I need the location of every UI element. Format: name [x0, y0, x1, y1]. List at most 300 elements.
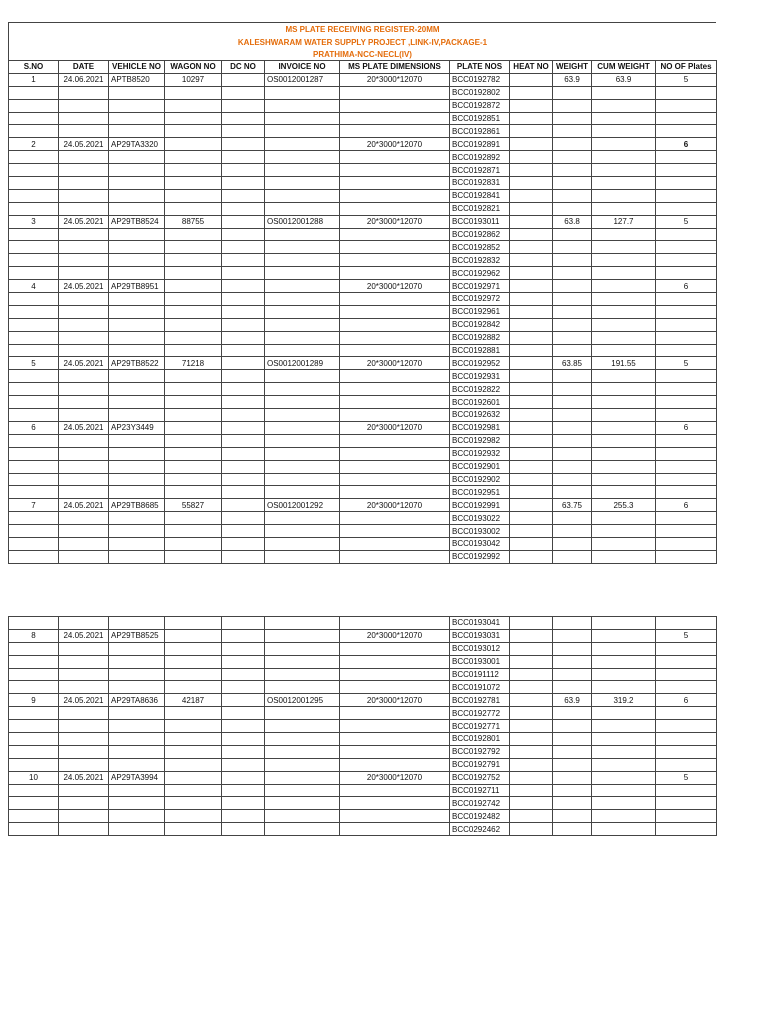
- weight-cell: [553, 370, 592, 383]
- header-dc-no: DC NO: [222, 61, 265, 74]
- dc-no-cell: [222, 447, 265, 460]
- plate-no-cell: BCC0192931: [450, 370, 510, 383]
- no-of-plates-cell: [656, 305, 717, 318]
- no-of-plates-cell: [656, 177, 717, 190]
- date-cell: [59, 550, 109, 563]
- heat-no-cell: [510, 486, 553, 499]
- plate-no-cell: BCC0192802: [450, 86, 510, 99]
- table-row: [9, 655, 717, 668]
- no-of-plates-cell: [656, 810, 717, 823]
- plate-no-cell: BCC0193042: [450, 537, 510, 550]
- sno-cell: [9, 125, 59, 138]
- weight-cell: [553, 512, 592, 525]
- cum-weight-cell: 319.2: [592, 694, 656, 707]
- weight-cell: [553, 254, 592, 267]
- sno-cell: [9, 537, 59, 550]
- table-row: [9, 525, 717, 538]
- no-of-plates-cell: [656, 733, 717, 746]
- vehicle-no-cell: [109, 409, 165, 422]
- sno-cell: [9, 758, 59, 771]
- date-cell: 24.05.2021: [59, 357, 109, 370]
- dimensions-cell: [340, 447, 450, 460]
- invoice-no-cell: [265, 125, 340, 138]
- vehicle-no-cell: [109, 810, 165, 823]
- wagon-no-cell: [165, 797, 222, 810]
- dc-no-cell: [222, 617, 265, 630]
- plate-no-cell: BCC0192792: [450, 745, 510, 758]
- sno-cell: [9, 383, 59, 396]
- plate-no-cell: BCC0192882: [450, 331, 510, 344]
- no-of-plates-cell: [656, 823, 717, 836]
- vehicle-no-cell: AP29TA8636: [109, 694, 165, 707]
- table-row: [9, 421, 717, 434]
- plate-no-cell: BCC0192742: [450, 797, 510, 810]
- heat-no-cell: [510, 293, 553, 306]
- cum-weight-cell: 191.55: [592, 357, 656, 370]
- heat-no-cell: [510, 151, 553, 164]
- plate-no-cell: BCC0192892: [450, 151, 510, 164]
- table-row: [9, 318, 717, 331]
- wagon-no-cell: [165, 138, 222, 151]
- date-cell: 24.05.2021: [59, 280, 109, 293]
- sno-cell: 1: [9, 73, 59, 86]
- dimensions-cell: [340, 537, 450, 550]
- invoice-no-cell: OS0012001295: [265, 694, 340, 707]
- vehicle-no-cell: [109, 512, 165, 525]
- invoice-no-cell: [265, 537, 340, 550]
- cum-weight-cell: [592, 447, 656, 460]
- heat-no-cell: [510, 733, 553, 746]
- dc-no-cell: [222, 99, 265, 112]
- dimensions-cell: [340, 784, 450, 797]
- cum-weight-cell: [592, 99, 656, 112]
- wagon-no-cell: 55827: [165, 499, 222, 512]
- sno-cell: 7: [9, 499, 59, 512]
- heat-no-cell: [510, 396, 553, 409]
- cum-weight-cell: [592, 486, 656, 499]
- header-heat-no: HEAT NO: [510, 61, 553, 74]
- weight-cell: [553, 823, 592, 836]
- cum-weight-cell: [592, 707, 656, 720]
- no-of-plates-cell: [656, 383, 717, 396]
- no-of-plates-cell: [656, 228, 717, 241]
- table-row: [9, 668, 717, 681]
- sno-cell: [9, 668, 59, 681]
- cum-weight-cell: [592, 331, 656, 344]
- dimensions-cell: [340, 525, 450, 538]
- plate-no-cell: BCC0192862: [450, 228, 510, 241]
- plate-no-cell: BCC0192891: [450, 138, 510, 151]
- date-cell: [59, 758, 109, 771]
- header-dimensions: MS PLATE DIMENSIONS: [340, 61, 450, 74]
- table-row: [9, 694, 717, 707]
- vehicle-no-cell: [109, 177, 165, 190]
- no-of-plates-cell: [656, 189, 717, 202]
- wagon-no-cell: [165, 758, 222, 771]
- vehicle-no-cell: [109, 784, 165, 797]
- vehicle-no-cell: [109, 344, 165, 357]
- table-row: [9, 305, 717, 318]
- vehicle-no-cell: [109, 823, 165, 836]
- plate-no-cell: BCC0292462: [450, 823, 510, 836]
- dc-no-cell: [222, 421, 265, 434]
- weight-cell: [553, 421, 592, 434]
- date-cell: [59, 86, 109, 99]
- header-vehicle-no: VEHICLE NO: [109, 61, 165, 74]
- dc-no-cell: [222, 293, 265, 306]
- plate-no-cell: BCC0192962: [450, 267, 510, 280]
- plate-no-cell: BCC0192902: [450, 473, 510, 486]
- weight-cell: [553, 267, 592, 280]
- vehicle-no-cell: [109, 797, 165, 810]
- vehicle-no-cell: [109, 758, 165, 771]
- wagon-no-cell: [165, 720, 222, 733]
- vehicle-no-cell: APTB8520: [109, 73, 165, 86]
- date-cell: 24.05.2021: [59, 629, 109, 642]
- register-body-page-1: [9, 73, 717, 563]
- weight-cell: [553, 668, 592, 681]
- header-date: DATE: [59, 61, 109, 74]
- table-row: [9, 396, 717, 409]
- plate-no-cell: BCC0192632: [450, 409, 510, 422]
- invoice-no-cell: [265, 86, 340, 99]
- vehicle-no-cell: [109, 189, 165, 202]
- sno-cell: [9, 473, 59, 486]
- wagon-no-cell: [165, 447, 222, 460]
- date-cell: [59, 189, 109, 202]
- plate-no-cell: BCC0193012: [450, 642, 510, 655]
- date-cell: [59, 305, 109, 318]
- vehicle-no-cell: [109, 525, 165, 538]
- date-cell: [59, 331, 109, 344]
- vehicle-no-cell: AP29TB8951: [109, 280, 165, 293]
- dc-no-cell: [222, 537, 265, 550]
- heat-no-cell: [510, 331, 553, 344]
- wagon-no-cell: [165, 293, 222, 306]
- vehicle-no-cell: [109, 86, 165, 99]
- no-of-plates-cell: [656, 344, 717, 357]
- register-title-block: [8, 22, 716, 60]
- sno-cell: 4: [9, 280, 59, 293]
- wagon-no-cell: [165, 112, 222, 125]
- no-of-plates-cell: [656, 550, 717, 563]
- dc-no-cell: [222, 512, 265, 525]
- heat-no-cell: [510, 421, 553, 434]
- dimensions-cell: [340, 331, 450, 344]
- cum-weight-cell: [592, 810, 656, 823]
- invoice-no-cell: [265, 151, 340, 164]
- weight-cell: [553, 707, 592, 720]
- vehicle-no-cell: [109, 655, 165, 668]
- date-cell: [59, 202, 109, 215]
- register-table-page-1: [8, 60, 717, 564]
- weight-cell: [553, 86, 592, 99]
- plate-no-cell: BCC0192482: [450, 810, 510, 823]
- heat-no-cell: [510, 499, 553, 512]
- dc-no-cell: [222, 267, 265, 280]
- sno-cell: 10: [9, 771, 59, 784]
- sno-cell: [9, 86, 59, 99]
- heat-no-cell: [510, 202, 553, 215]
- dc-no-cell: [222, 228, 265, 241]
- weight-cell: 63.9: [553, 73, 592, 86]
- no-of-plates-cell: 5: [656, 629, 717, 642]
- heat-no-cell: [510, 189, 553, 202]
- date-cell: [59, 370, 109, 383]
- no-of-plates-cell: 6: [656, 280, 717, 293]
- cum-weight-cell: [592, 125, 656, 138]
- cum-weight-cell: [592, 177, 656, 190]
- weight-cell: [553, 409, 592, 422]
- table-row: [9, 434, 717, 447]
- heat-no-cell: [510, 99, 553, 112]
- vehicle-no-cell: [109, 202, 165, 215]
- plate-no-cell: BCC0192992: [450, 550, 510, 563]
- header-weight: WEIGHT: [553, 61, 592, 74]
- cum-weight-cell: [592, 254, 656, 267]
- vehicle-no-cell: AP29TA3994: [109, 771, 165, 784]
- weight-cell: [553, 125, 592, 138]
- plate-no-cell: BCC0192871: [450, 164, 510, 177]
- table-row: [9, 151, 717, 164]
- heat-no-cell: [510, 537, 553, 550]
- plate-no-cell: BCC0192961: [450, 305, 510, 318]
- invoice-no-cell: [265, 409, 340, 422]
- date-cell: [59, 642, 109, 655]
- heat-no-cell: [510, 823, 553, 836]
- cum-weight-cell: [592, 267, 656, 280]
- heat-no-cell: [510, 267, 553, 280]
- plate-no-cell: BCC0192872: [450, 99, 510, 112]
- table-row: [9, 771, 717, 784]
- plate-no-cell: BCC0192832: [450, 254, 510, 267]
- header-invoice-no: INVOICE NO: [265, 61, 340, 74]
- sno-cell: [9, 241, 59, 254]
- vehicle-no-cell: [109, 396, 165, 409]
- no-of-plates-cell: [656, 681, 717, 694]
- invoice-no-cell: [265, 745, 340, 758]
- wagon-no-cell: [165, 707, 222, 720]
- dimensions-cell: [340, 733, 450, 746]
- dimensions-cell: [340, 460, 450, 473]
- dc-no-cell: [222, 151, 265, 164]
- plate-no-cell: BCC0192842: [450, 318, 510, 331]
- date-cell: [59, 473, 109, 486]
- dc-no-cell: [222, 202, 265, 215]
- vehicle-no-cell: [109, 434, 165, 447]
- cum-weight-cell: [592, 758, 656, 771]
- sno-cell: [9, 784, 59, 797]
- wagon-no-cell: [165, 280, 222, 293]
- wagon-no-cell: 71218: [165, 357, 222, 370]
- vehicle-no-cell: [109, 383, 165, 396]
- vehicle-no-cell: [109, 550, 165, 563]
- dimensions-cell: [340, 318, 450, 331]
- dc-no-cell: [222, 525, 265, 538]
- wagon-no-cell: [165, 125, 222, 138]
- weight-cell: [553, 383, 592, 396]
- no-of-plates-cell: [656, 267, 717, 280]
- table-row: [9, 267, 717, 280]
- no-of-plates-cell: [656, 99, 717, 112]
- plate-no-cell: BCC0193002: [450, 525, 510, 538]
- plate-no-cell: BCC0192981: [450, 421, 510, 434]
- wagon-no-cell: [165, 642, 222, 655]
- sno-cell: 8: [9, 629, 59, 642]
- table-row: [9, 164, 717, 177]
- table-row: [9, 357, 717, 370]
- cum-weight-cell: [592, 370, 656, 383]
- cum-weight-cell: 127.7: [592, 215, 656, 228]
- table-row: [9, 823, 717, 836]
- table-row: [9, 642, 717, 655]
- vehicle-no-cell: [109, 681, 165, 694]
- invoice-no-cell: [265, 784, 340, 797]
- cum-weight-cell: [592, 421, 656, 434]
- no-of-plates-cell: [656, 617, 717, 630]
- dimensions-cell: [340, 383, 450, 396]
- invoice-no-cell: [265, 550, 340, 563]
- sno-cell: [9, 512, 59, 525]
- plate-no-cell: BCC0192841: [450, 189, 510, 202]
- table-row: [9, 810, 717, 823]
- dimensions-cell: [340, 486, 450, 499]
- heat-no-cell: [510, 164, 553, 177]
- weight-cell: [553, 617, 592, 630]
- table-row: [9, 758, 717, 771]
- date-cell: [59, 164, 109, 177]
- weight-cell: [553, 177, 592, 190]
- sno-cell: [9, 164, 59, 177]
- wagon-no-cell: 88755: [165, 215, 222, 228]
- dc-no-cell: [222, 810, 265, 823]
- dc-no-cell: [222, 823, 265, 836]
- plate-no-cell: BCC0192782: [450, 73, 510, 86]
- register-table-page-2: [8, 616, 717, 836]
- dc-no-cell: [222, 499, 265, 512]
- wagon-no-cell: [165, 254, 222, 267]
- no-of-plates-cell: [656, 707, 717, 720]
- date-cell: [59, 241, 109, 254]
- header-plate-nos: PLATE NOS: [450, 61, 510, 74]
- dimensions-cell: [340, 164, 450, 177]
- vehicle-no-cell: [109, 537, 165, 550]
- no-of-plates-cell: 6: [656, 138, 717, 151]
- wagon-no-cell: 10297: [165, 73, 222, 86]
- plate-no-cell: BCC0192752: [450, 771, 510, 784]
- dimensions-cell: [340, 668, 450, 681]
- no-of-plates-cell: 6: [656, 499, 717, 512]
- invoice-no-cell: [265, 642, 340, 655]
- wagon-no-cell: [165, 681, 222, 694]
- plate-no-cell: BCC0192711: [450, 784, 510, 797]
- wagon-no-cell: [165, 655, 222, 668]
- sno-cell: 3: [9, 215, 59, 228]
- dc-no-cell: [222, 784, 265, 797]
- sno-cell: [9, 681, 59, 694]
- date-cell: 24.05.2021: [59, 771, 109, 784]
- table-row: [9, 215, 717, 228]
- heat-no-cell: [510, 409, 553, 422]
- weight-cell: [553, 525, 592, 538]
- cum-weight-cell: [592, 228, 656, 241]
- date-cell: [59, 318, 109, 331]
- dimensions-cell: [340, 267, 450, 280]
- cum-weight-cell: [592, 86, 656, 99]
- cum-weight-cell: [592, 409, 656, 422]
- sno-cell: [9, 655, 59, 668]
- dimensions-cell: [340, 473, 450, 486]
- vehicle-no-cell: [109, 473, 165, 486]
- vehicle-no-cell: [109, 370, 165, 383]
- dc-no-cell: [222, 655, 265, 668]
- vehicle-no-cell: [109, 331, 165, 344]
- date-cell: 24.05.2021: [59, 215, 109, 228]
- invoice-no-cell: [265, 434, 340, 447]
- weight-cell: [553, 280, 592, 293]
- no-of-plates-cell: [656, 512, 717, 525]
- invoice-no-cell: [265, 707, 340, 720]
- invoice-no-cell: [265, 138, 340, 151]
- dc-no-cell: [222, 318, 265, 331]
- plate-no-cell: BCC0192982: [450, 434, 510, 447]
- weight-cell: [553, 202, 592, 215]
- invoice-no-cell: [265, 241, 340, 254]
- dimensions-cell: [340, 550, 450, 563]
- weight-cell: [553, 771, 592, 784]
- dc-no-cell: [222, 473, 265, 486]
- weight-cell: [553, 655, 592, 668]
- weight-cell: [553, 99, 592, 112]
- dc-no-cell: [222, 305, 265, 318]
- sno-cell: [9, 550, 59, 563]
- heat-no-cell: [510, 305, 553, 318]
- dc-no-cell: [222, 745, 265, 758]
- heat-no-cell: [510, 707, 553, 720]
- dimensions-cell: [340, 293, 450, 306]
- weight-cell: [553, 241, 592, 254]
- wagon-no-cell: [165, 823, 222, 836]
- dc-no-cell: [222, 733, 265, 746]
- date-cell: [59, 396, 109, 409]
- dc-no-cell: [222, 396, 265, 409]
- cum-weight-cell: [592, 525, 656, 538]
- weight-cell: [553, 550, 592, 563]
- no-of-plates-cell: [656, 537, 717, 550]
- dimensions-cell: [340, 409, 450, 422]
- dimensions-cell: 20*3000*12070: [340, 280, 450, 293]
- date-cell: [59, 681, 109, 694]
- plate-no-cell: BCC0192901: [450, 460, 510, 473]
- vehicle-no-cell: AP29TB8525: [109, 629, 165, 642]
- plate-no-cell: BCC0192932: [450, 447, 510, 460]
- table-row: [9, 138, 717, 151]
- header-sno: S.NO: [9, 61, 59, 74]
- cum-weight-cell: [592, 189, 656, 202]
- wagon-no-cell: [165, 202, 222, 215]
- dc-no-cell: [222, 86, 265, 99]
- heat-no-cell: [510, 86, 553, 99]
- table-row: [9, 331, 717, 344]
- invoice-no-cell: [265, 280, 340, 293]
- dc-no-cell: [222, 125, 265, 138]
- wagon-no-cell: [165, 537, 222, 550]
- table-row: [9, 99, 717, 112]
- table-row: [9, 460, 717, 473]
- weight-cell: [553, 447, 592, 460]
- dc-no-cell: [222, 357, 265, 370]
- date-cell: [59, 460, 109, 473]
